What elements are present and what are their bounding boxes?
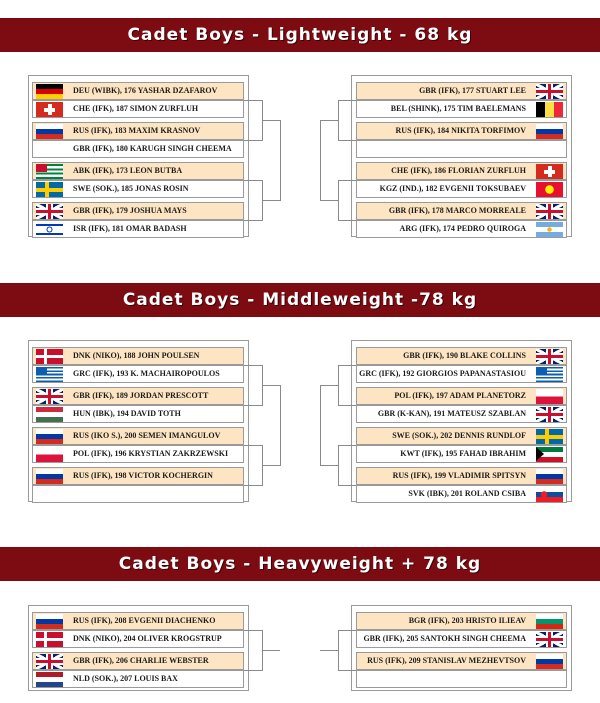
denmark-flag-icon bbox=[36, 349, 63, 364]
bracket-slot: RUS (IFK), 199 VLADIMIR SPITSYN bbox=[356, 467, 567, 485]
uk-flag-icon bbox=[36, 654, 63, 669]
israel-flag-icon bbox=[36, 222, 63, 237]
bracket-slot: HUN (IBK), 194 DAVID TOTH bbox=[32, 405, 244, 423]
bulgaria-flag-icon bbox=[536, 614, 563, 629]
section-title-middleweight: Cadet Boys - Middleweight -78 kg bbox=[0, 283, 600, 317]
bracket-slot: GBR (IFK), 189 JORDAN PRESCOTT bbox=[32, 387, 244, 405]
denmark-flag-icon bbox=[36, 632, 63, 647]
bracket-slot: SVK (IBK), 201 ROLAND CSIBA bbox=[356, 485, 567, 503]
hungary-flag-icon bbox=[36, 407, 63, 422]
bracket-slot: GBR (IFK), 178 MARCO MORREALE bbox=[356, 202, 567, 220]
bracket-slot: GBR (IFK), 179 JOSHUA MAYS bbox=[32, 202, 244, 220]
abkhazia-flag-icon bbox=[36, 164, 63, 179]
poland-flag-icon bbox=[36, 447, 63, 462]
bracket-slot-empty bbox=[356, 670, 567, 688]
bracket-slot: SWE (SOK.), 202 DENNIS RUNDLOF bbox=[356, 427, 567, 445]
bracket-slot: ARG (IFK), 174 PEDRO QUIROGA bbox=[356, 220, 567, 238]
uk-flag-icon bbox=[36, 204, 63, 219]
bracket-slot-empty bbox=[356, 140, 567, 158]
section-title-lightweight: Cadet Boys - Lightweight - 68 kg bbox=[0, 18, 600, 52]
switzerland-flag-icon bbox=[536, 164, 563, 179]
uk-flag-icon bbox=[536, 407, 563, 422]
bracket-slot-empty bbox=[32, 485, 244, 503]
belgium-flag-icon bbox=[536, 102, 563, 117]
uk-flag-icon bbox=[536, 204, 563, 219]
bracket-slot: RUS (IFK), 183 MAXIM KRASNOV bbox=[32, 122, 244, 140]
bracket-slot: ISR (IFK), 181 OMAR BADASH bbox=[32, 220, 244, 238]
russia-flag-icon bbox=[36, 124, 63, 139]
bracket-slot: GBR (IFK), 206 CHARLIE WEBSTER bbox=[32, 652, 244, 670]
bracket-slot: RUS (IFK), 184 NIKITA TORFIMOV bbox=[356, 122, 567, 140]
bracket-slot: GBR (IFK), 190 BLAKE COLLINS bbox=[356, 347, 567, 365]
bracket-slot: RUS (IKO S.), 200 SEMEN IMANGULOV bbox=[32, 427, 244, 445]
uk-flag-icon bbox=[536, 84, 563, 99]
bracket-slot: CHE (IFK), 187 SIMON ZURFLUH bbox=[32, 100, 244, 118]
russia-flag-icon bbox=[36, 429, 63, 444]
greece-flag-icon bbox=[536, 367, 563, 382]
bracket-slot: GBR (IFK), 180 KARUGH SINGH CHEEMA bbox=[32, 140, 244, 158]
section-title-heavyweight: Cadet Boys - Heavyweight + 78 kg bbox=[0, 547, 600, 581]
russia-flag-icon bbox=[36, 469, 63, 484]
switzerland-flag-icon bbox=[36, 102, 63, 117]
russia-flag-icon bbox=[536, 654, 563, 669]
bracket-slot: CHE (IFK), 186 FLORIAN ZURFLUH bbox=[356, 162, 567, 180]
sweden-flag-icon bbox=[36, 182, 63, 197]
bracket-slot: GRC (IFK), 193 K. MACHAIROPOULOS bbox=[32, 365, 244, 383]
kyrgyzstan-flag-icon bbox=[536, 182, 563, 197]
greece-flag-icon bbox=[36, 367, 63, 382]
bracket-slot: SWE (SOK.), 185 JONAS ROSIN bbox=[32, 180, 244, 198]
uk-flag-icon bbox=[36, 389, 63, 404]
russia-flag-icon bbox=[36, 614, 63, 629]
bracket-slot: KGZ (IND.), 182 EVGENII TOKSUBAEV bbox=[356, 180, 567, 198]
bracket-slot: GRC (IFK), 192 GIORGIOS PAPANASTASIOU bbox=[356, 365, 567, 383]
netherlands-flag-icon bbox=[36, 672, 63, 687]
bracket-slot: POL (IFK), 196 KRYSTIAN ZAKRZEWSKI bbox=[32, 445, 244, 463]
russia-flag-icon bbox=[536, 124, 563, 139]
uk-flag-icon bbox=[536, 632, 563, 647]
kuwait-flag-icon bbox=[536, 447, 563, 462]
slovakia-flag-icon bbox=[536, 487, 563, 502]
bracket-slot: BEL (SHINK), 175 TIM BAELEMANS bbox=[356, 100, 567, 118]
bracket-slot: RUS (IFK), 209 STANISLAV MEZHEVTSOV bbox=[356, 652, 567, 670]
kuwait-trapezoid bbox=[536, 447, 544, 461]
bracket-slot: GBR (IFK), 177 STUART LEE bbox=[356, 82, 567, 100]
bracket-slot: BGR (IFK), 203 HRISTO ILIEAV bbox=[356, 612, 567, 630]
russia-flag-icon bbox=[536, 469, 563, 484]
bracket-slot: RUS (IFK), 198 VICTOR KOCHERGIN bbox=[32, 467, 244, 485]
bracket-slot: POL (IFK), 197 ADAM PLANETORZ bbox=[356, 387, 567, 405]
sweden-flag-icon bbox=[536, 429, 563, 444]
bracket-slot: GBR (K-KAN), 191 MATEUSZ SZABLAN bbox=[356, 405, 567, 423]
germany-flag-icon bbox=[36, 84, 63, 99]
bracket-slot: KWT (IFK), 195 FAHAD IBRAHIM bbox=[356, 445, 567, 463]
argentina-flag-icon bbox=[536, 222, 563, 237]
bracket-slot: ABK (IFK), 173 LEON BUTBA bbox=[32, 162, 244, 180]
bracket-slot: NLD (SOK.), 207 LOUIS BAX bbox=[32, 670, 244, 688]
bracket-slot: DNK (NIKO), 204 OLIVER KROGSTRUP bbox=[32, 630, 244, 648]
bracket-slot: DNK (NIKO), 188 JOHN POULSEN bbox=[32, 347, 244, 365]
poland-flag-icon bbox=[536, 389, 563, 404]
uk-flag-icon bbox=[536, 349, 563, 364]
bracket-slot: RUS (IFK), 208 EVGENII DIACHENKO bbox=[32, 612, 244, 630]
bracket-slot: DEU (WIBK), 176 YASHAR DZAFAROV bbox=[32, 82, 244, 100]
bracket-slot: GBR (IFK), 205 SANTOKH SINGH CHEEMA bbox=[356, 630, 567, 648]
